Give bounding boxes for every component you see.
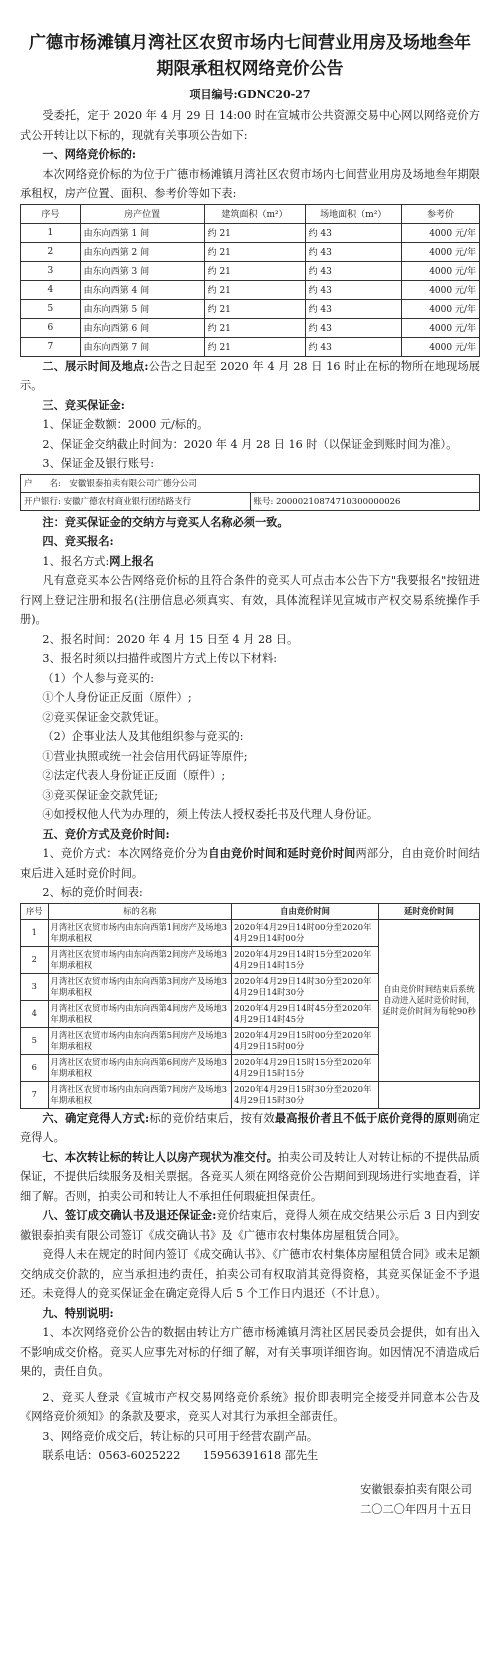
- table-cell: 6: [21, 1054, 49, 1081]
- table-row: [21, 318, 480, 337]
- bidding-method-text: 1、竞价方式：本次网络竞价分为: [42, 847, 209, 860]
- table-cell: 6: [21, 318, 81, 337]
- table-cell: 由东向西第 7 间: [80, 337, 204, 356]
- enterprise-item-3: ③竞买保证金交款凭证;: [42, 788, 159, 802]
- table-cell: 约 21: [204, 337, 305, 356]
- table-cell: 约 43: [305, 280, 401, 299]
- section-8-paragraph-2: 竞得人未在规定的时间内签订《成交确认书》、《广德市农村集体房屋租赁合同》或未足额交纳成交价款的，应当承担违约责任，拍卖公司有权取消其竞得资格，其竞买保证金不予退还。未竞得人的竞买保证金在确定竞得人后 5 个工作日内退还（不计息）。: [20, 1248, 480, 1300]
- table-cell: 2020年4月29日14时45分至2020年4月29日14时45分: [232, 1000, 379, 1027]
- table-cell: 由东向西第 6 间: [80, 318, 204, 337]
- table-cell: 由东向西第 5 间: [80, 299, 204, 318]
- section-2-text: 公告之日起至 2020 年 4 月 28 日 16 时止在标的物所在地现场展示。: [20, 359, 480, 392]
- table-cell: 4000 元/年: [401, 223, 479, 242]
- table-row: [21, 261, 480, 280]
- special-note-1: 1、本次网络竞价公告的数据由转让方广德市杨滩镇月湾社区居民委员会提供，如有出入不影响成交价格。竞买人应事先对标的仔细了解，对有关事项详细咨询。如因情况不清造成后果的，责任自负。: [20, 1326, 480, 1378]
- table-cell: 2020年4月29日14时30分至2020年4月29日14时30分: [232, 973, 379, 1000]
- table-row: [21, 223, 480, 242]
- section-1-heading: 一、网络竞价标的:: [42, 147, 137, 161]
- account-name-cell: [21, 474, 480, 492]
- table-cell: 约 43: [305, 223, 401, 242]
- table-cell: 月湾社区农贸市场内由东向西第5间房产及场地3年期承租权: [48, 1027, 232, 1054]
- section-9-heading: 九、特别说明:: [42, 1305, 114, 1320]
- signature-company: 安徽银泰拍卖有限公司: [360, 1482, 472, 1496]
- special-note-2: 2、竞买人登录《宣城市产权交易网络竞价系统》报价即表明完全接受并同意本公告及《网络竞价须知》的条款及要求，竞买人对其行为承担全部责任。: [20, 1390, 480, 1423]
- table-cell: 约 21: [204, 280, 305, 299]
- table-cell: 4000 元/年: [401, 337, 479, 356]
- table-cell: 约 21: [204, 318, 305, 337]
- table-cell: 约 43: [305, 261, 401, 280]
- table-cell: 4000 元/年: [401, 280, 479, 299]
- table-row: [21, 242, 480, 261]
- bidding-method-emphasis: 自由竞价时间和延时竞价时间: [208, 846, 356, 860]
- table-row: [21, 919, 480, 946]
- bank-value: 安徽广德农村商业银行团结路支行: [63, 497, 192, 507]
- table-row: [21, 337, 480, 356]
- table-header-cell: 自由竞价时间: [232, 903, 379, 919]
- table-cell: 2: [21, 242, 81, 261]
- table-cell: 1: [21, 919, 49, 946]
- table-cell: 约 43: [305, 242, 401, 261]
- table-header-cell: 序号: [21, 204, 81, 223]
- section-2: [20, 357, 480, 396]
- enterprise-item-1: ①营业执照或统一社会信用代码证等原件;: [42, 749, 248, 763]
- section-7-text: 拍卖公司及转让人对转让标的不提供品质保证，不提供后续服务及相关票据。各竞买人须在网络竞价公告期间到现场进行实地查看，详细了解。否则，拍卖公司和转让人不承担任何瑕疵担保责任。: [20, 1150, 480, 1203]
- table-header-cell: 参考价: [401, 204, 479, 223]
- bank-account-table: [20, 474, 480, 511]
- table-row: [21, 492, 480, 510]
- registration-method-label: 1、报名方式:: [42, 554, 110, 568]
- table-cell: 约 43: [305, 337, 401, 356]
- registration-method-value: 网上报名: [109, 553, 154, 568]
- table-cell: 1: [21, 223, 81, 242]
- table-cell: 约 43: [305, 299, 401, 318]
- deposit-deadline: 2、保证金交纳截止时间为：2020 年 4 月 28 日 16 时（以保证金到账时间为准）。: [42, 437, 458, 451]
- announcement-page: [20, 0, 480, 1520]
- contact-phone: 联系电话：0563-6025222 15956391618 邵先生: [42, 1449, 319, 1462]
- bank-label: 开户银行:: [24, 497, 61, 507]
- section-8: [20, 1206, 480, 1245]
- table-cell: 月湾社区农贸市场内由东向西第1间房产及场地3年期承租权: [48, 919, 232, 946]
- table-cell: 7: [21, 337, 81, 356]
- account-number-label: 账号:: [253, 497, 274, 507]
- table-cell: 2020年4月29日15时00分至2020年4月29日15时00分: [232, 1027, 379, 1054]
- table-cell: 4: [21, 1000, 49, 1027]
- section-8-heading: 八、签订成交确认书及退还保证金:: [42, 1208, 217, 1222]
- account-number-value: 20000210874710300000026: [276, 497, 401, 507]
- enterprise-item-2: ②法定代表人身份证正反面（原件）;: [42, 769, 226, 782]
- project-number: 项目编号:GDNC20-27: [189, 88, 311, 101]
- table-cell: 约 43: [305, 318, 401, 337]
- section-6-text: 标的竞价结束后，按有效: [149, 1111, 275, 1125]
- table-cell: 月湾社区农贸市场内由东向西第6间房产及场地3年期承租权: [48, 1054, 232, 1081]
- special-note-3: 3、网络竞价成交后，转让标的只可用于经营农副产品。: [42, 1429, 319, 1443]
- account-name-value: 安徽银泰拍卖有限公司广德分公司: [69, 479, 197, 489]
- section-2-heading: 二、展示时间及地点:: [42, 358, 149, 373]
- section-6-heading: 六、确定竞得人方式:: [42, 1110, 150, 1125]
- table-cell-empty: [379, 1081, 480, 1108]
- table-cell: 月湾社区农贸市场内由东向西第2间房产及场地3年期承租权: [48, 946, 232, 973]
- registration-method: [20, 552, 480, 572]
- page-title: 广德市杨滩镇月湾社区农贸市场内七间营业用房及场地叁年期限承租权网络竞价公告: [29, 33, 471, 79]
- table-cell: 由东向西第 1 间: [80, 223, 204, 242]
- delay-time-cell: 自由竞价时间结束后系统自动进入延时竞价时间，延时竞价时间为每轮90秒: [379, 919, 480, 1081]
- signature-block: [20, 1480, 480, 1520]
- table-cell: 2020年4月29日15时15分至2020年4月29日15时15分: [232, 1054, 379, 1081]
- section-3-heading: 三、竞买保证金:: [42, 397, 125, 412]
- table-cell: 7: [21, 1081, 49, 1108]
- signature-date: 二〇二〇年四月十五日: [360, 1502, 472, 1516]
- table-cell: 由东向西第 3 间: [80, 261, 204, 280]
- table-cell: 2020年4月29日15时30分至2020年4月29日15时30分: [232, 1081, 379, 1108]
- schedule-heading: 2、标的竞价时间表:: [42, 886, 143, 899]
- table-cell: 约 21: [204, 242, 305, 261]
- table-cell: 4000 元/年: [401, 318, 479, 337]
- table-cell: 4000 元/年: [401, 261, 479, 280]
- table-header-cell: 房产位置: [80, 204, 204, 223]
- section-5-heading: 五、竞价方式及竞价时间:: [42, 826, 170, 841]
- table-cell: 由东向西第 4 间: [80, 280, 204, 299]
- table-cell: 4000 元/年: [401, 242, 479, 261]
- deposit-account-heading: 3、保证金及银行账号:: [42, 457, 154, 470]
- individual-item-1: ①个人身份证正反面（原件）;: [42, 691, 192, 704]
- section-6-text-end: 确定竞得人。: [20, 1111, 480, 1144]
- account-number-cell: [250, 492, 480, 510]
- schedule-table: [20, 903, 480, 1109]
- table-row: [21, 299, 480, 318]
- enterprise-item-4: ④如授权他人代为办理的，须上传法人授权委托书及代理人身份证。: [42, 808, 379, 821]
- deposit-note: 注：竞买保证金的交纳方与竞买人名称必须一致。: [42, 514, 289, 529]
- registration-paragraph: 凡有意竞买本公告网络竞价标的且符合条件的竞买人可点击本公告下方"我要报名"按钮进行网上登记注册和报名(注册信息必须真实、有效，具体流程详见宣城市产权交易系统操作手册)。: [20, 574, 480, 626]
- table-cell: 由东向西第 2 间: [80, 242, 204, 261]
- bidding-method: [20, 844, 480, 883]
- intro-paragraph: 受委托，定于 2020 年 4 月 29 日 14:00 时在宣城市公共资源交易中心网以网络竞价方式公开转让以下标的，现就有关事项公告如下:: [20, 109, 480, 142]
- table-header-row: [21, 204, 480, 223]
- table-cell: 约 21: [204, 223, 305, 242]
- bank-cell: [21, 492, 251, 510]
- section-6: [20, 1109, 480, 1148]
- subject-table: [20, 204, 480, 357]
- table-row: [21, 474, 480, 492]
- account-name-label: 户 名:: [24, 479, 61, 489]
- table-cell: 2020年4月29日14时00分至2020年4月29日14时00分: [232, 919, 379, 946]
- table-cell: 4: [21, 280, 81, 299]
- bidding-method-text-end: 两部分，自由竞价时间结束后进入延时竞价时间。: [20, 847, 480, 880]
- individual-item-2: ②竞买保证金交款凭证。: [42, 710, 166, 724]
- table-row: [21, 1081, 480, 1108]
- registration-materials: 3、报名时须以扫描件或图片方式上传以下材料:: [42, 652, 278, 665]
- table-cell: 4000 元/年: [401, 299, 479, 318]
- table-cell: 约 21: [204, 299, 305, 318]
- table-cell: 3: [21, 261, 81, 280]
- table-cell: 5: [21, 299, 81, 318]
- table-cell: 月湾社区农贸市场内由东向西第7间房产及场地3年期承租权: [48, 1081, 232, 1108]
- table-cell: 月湾社区农贸市场内由东向西第4间房产及场地3年期承租权: [48, 1000, 232, 1027]
- individual-heading: （1）个人参与竞买的:: [42, 671, 154, 685]
- table-cell: 2020年4月29日14时15分至2020年4月29日14时15分: [232, 946, 379, 973]
- table-cell: 5: [21, 1027, 49, 1054]
- section-7-heading: 七、本次转让标的转让人以房产现状为准交付。: [42, 1149, 279, 1164]
- table-row: [21, 280, 480, 299]
- registration-time: 2、报名时间：2020 年 4 月 15 日至 4 月 28 日。: [42, 632, 299, 646]
- section-8-text: 竞价结束后，竞得人须在成交结果公示后 3 日内到安徽银泰拍卖有限公司签订《成交确认书》及《广德市农村集体房屋租赁合同》。: [20, 1209, 480, 1242]
- table-header-cell: 延时竞价时间: [379, 903, 480, 919]
- table-cell: 2: [21, 946, 49, 973]
- table-header-row: [21, 903, 480, 919]
- section-4-heading: 四、竞买报名:: [42, 534, 114, 548]
- table-header-cell: 建筑面积（m²）: [204, 204, 305, 223]
- table-cell: 月湾社区农贸市场内由东向西第3间房产及场地3年期承租权: [48, 973, 232, 1000]
- section-6-emphasis: 最高报价者且不低于底价竞得的原则: [274, 1110, 458, 1125]
- table-header-cell: 序号: [21, 903, 49, 919]
- section-1-text: 本次网络竞价标的为位于广德市杨滩镇月湾社区农贸市场内七间营业用房及场地叁年期限承租权，房产位置、面积、参考价等如下表:: [20, 167, 480, 200]
- enterprise-heading: （2）企事业法人及其他组织参与竞买的:: [42, 730, 244, 743]
- table-header-cell: 标的名称: [48, 903, 232, 919]
- table-header-cell: 场地面积（m²）: [305, 204, 401, 223]
- section-7: [20, 1148, 480, 1207]
- table-cell: 3: [21, 973, 49, 1000]
- deposit-amount: 1、保证金数额：2000 元/标的。: [42, 418, 209, 431]
- table-cell: 约 21: [204, 261, 305, 280]
